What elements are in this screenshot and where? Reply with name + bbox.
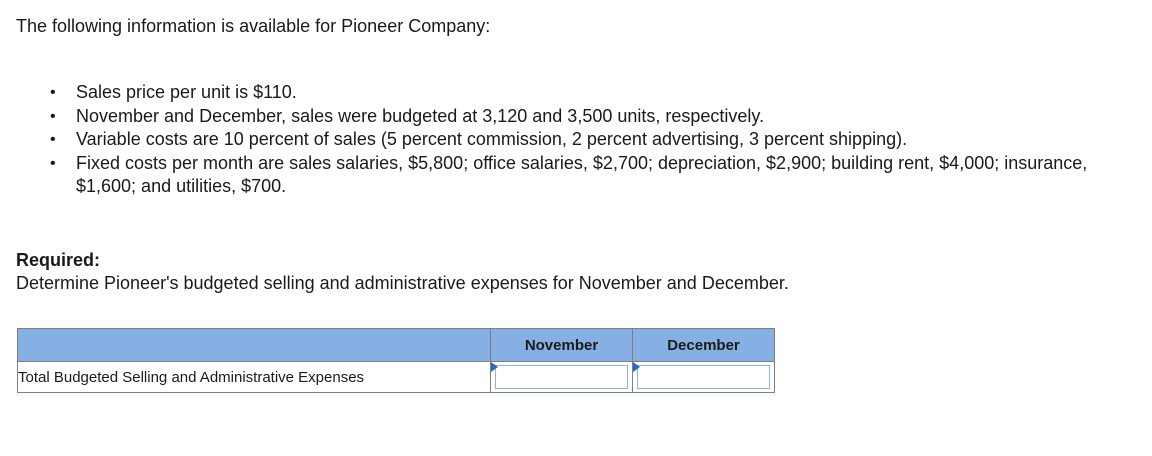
december-input[interactable] [637,365,770,389]
input-flag-icon [633,362,640,372]
intro-text: The following information is available for Pioneer Company: [16,16,491,36]
december-cell [633,362,775,393]
info-list [46,81,1126,199]
table-row [18,362,775,393]
header-november: November [491,329,633,362]
required-label: Required: [16,250,101,270]
header-row [18,329,775,362]
header-december: December [633,329,775,362]
required-instruction: Determine Pioneer's budgeted selling and administrative expenses for November and December. [16,273,789,293]
header-blank [18,329,491,362]
list-item: • November and December, sales were budgeted at 3,120 and 3,500 units, respectively. [46,105,1126,129]
list-item: • Variable costs are 10 percent of sales (5 percent commission, 2 percent advertising, 3 percent shipping). [46,128,1126,152]
list-item: • Fixed costs per month are sales salaries, $5,800; office salaries, $2,700; depreciation, $2,900; building rent, $4,000; insurance, $1,600; and utilities, $700. [46,152,1126,199]
november-input[interactable] [495,365,628,389]
row-label: Total Budgeted Selling and Administrative Expenses [18,362,491,393]
input-flag-icon [491,362,498,372]
answer-table [17,328,775,393]
november-cell [491,362,633,393]
list-item: • Sales price per unit is $110. [46,81,1126,105]
